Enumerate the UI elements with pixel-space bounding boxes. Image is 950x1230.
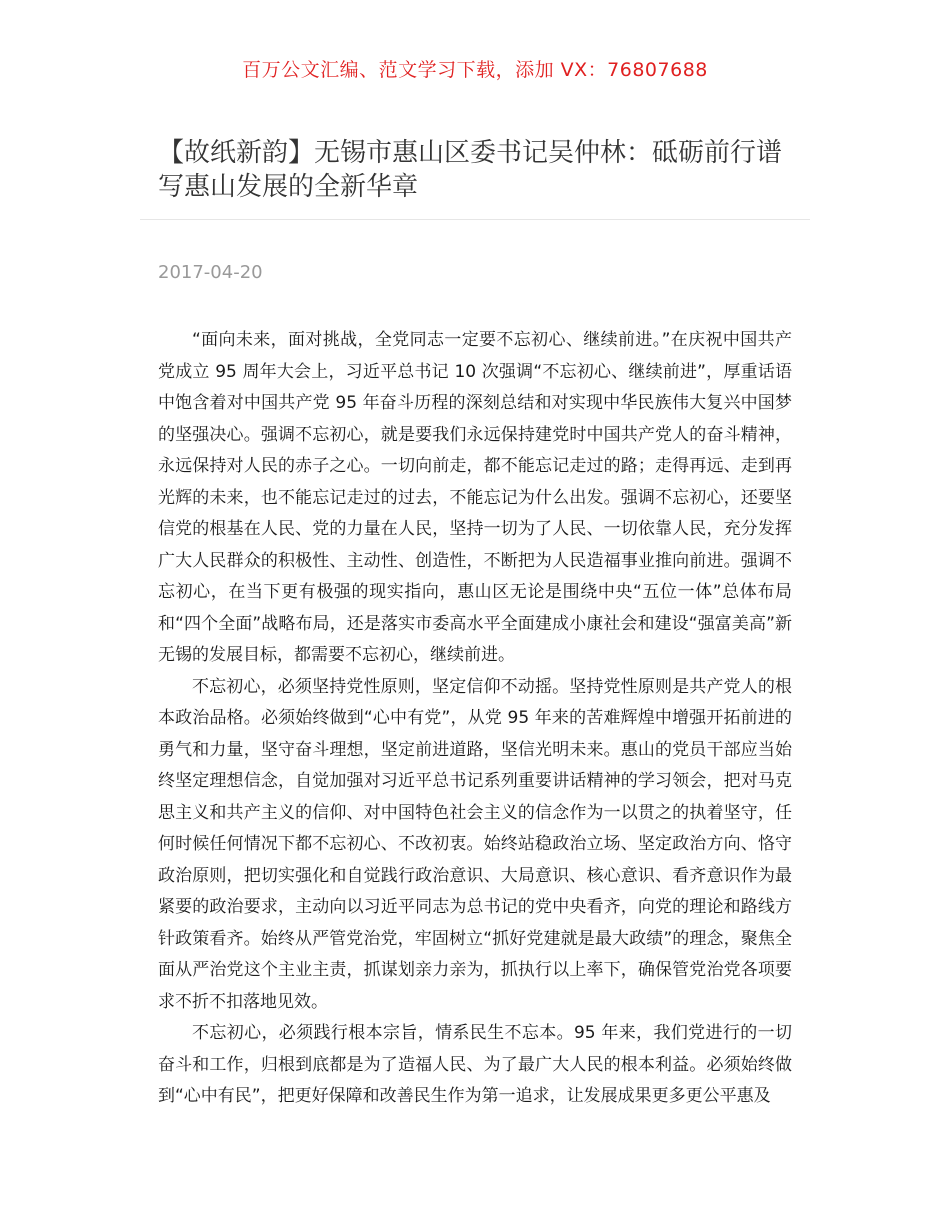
- article-paragraph: 不忘初心，必须坚持党性原则，坚定信仰不动摇。坚持党性原则是共产党人的根本政治品格。必须始终做到“心中有党”，从党 95 年来的苦难辉煌中增强开拓前进的勇气和力量，坚守奋斗理想，坚定前进道路，坚信光明未来。惠山的党员干部应当始终坚定理想信念，自觉加强对习近平总书记系列重要讲话精神的学习领会，把对马克思主义和共产主义的信仰、对中国特色社会主义的信念作为一以贯之的执着坚守，任何时候任何情况下都不忘初心、不改初衷。始终站稳政治立场、坚定政治方向、恪守政治原则，把切实强化和自觉践行政治意识、大局意识、核心意识、看齐意识作为最紧要的政治要求，主动向以习近平同志为总书记的党中央看齐，向党的理论和路线方针政策看齐。始终从严管党治党，牢固树立“抓好党建就是最大政绩”的理念，聚焦全面从严治党这个主业主责，抓谋划亲力亲为，抓执行以上率下，确保管党治党各项要求不折不扣落地见效。: [158, 676, 792, 1012]
- article-title: 【故纸新韵】无锡市惠山区委书记吴仲林：砥砺前行谱写惠山发展的全新华章: [158, 138, 783, 202]
- article-paragraph: “面向未来，面对挑战，全党同志一定要不忘初心、继续前进。”在庆祝中国共产党成立 95 周年大会上，习近平总书记 10 次强调“不忘初心、继续前进”，厚重话语中饱含着对中国共产党 95 年奋斗历程的深刻总结和对实现中华民族伟大复兴中国梦的坚强决心。强调不忘初心，就是要我们永远保持建党时中国共产党人的奋斗精神，永远保持对人民的赤子之心。一切向前走，都不能忘记走过的路；走得再远、走到再光辉的未来，也不能忘记走过的过去，不能忘记为什么出发。强调不忘初心，还要坚信党的根基在人民、党的力量在人民，坚持一切为了人民、一切依靠人民，充分发挥广大人民群众的积极性、主动性、创造性，不断把为人民造福事业推向前进。强调不忘初心，在当下更有极强的现实指向，惠山区无论是围绕中央“五位一体”总体布局和“四个全面”战略布局，还是落实市委高水平全面建成小康社会和建设“强富美高”新无锡的发展目标，都需要不忘初心，继续前进。: [158, 330, 792, 665]
- article-paragraph: 不忘初心，必须践行根本宗旨，情系民生不忘本。95 年来，我们党进行的一切奋斗和工作，归根到底都是为了造福人民、为了最广大人民的根本利益。必须始终做到“心中有民”，把更好保障和改善民生作为第一追求，让发展成果更多更公平惠及: [158, 1023, 792, 1106]
- article-body: [158, 325, 792, 1113]
- download-banner: 百万公文汇编、范文学习下载，添加 VX：76807688: [242, 59, 708, 81]
- publish-date: 2017-04-20: [158, 262, 263, 283]
- title-divider: [140, 219, 810, 220]
